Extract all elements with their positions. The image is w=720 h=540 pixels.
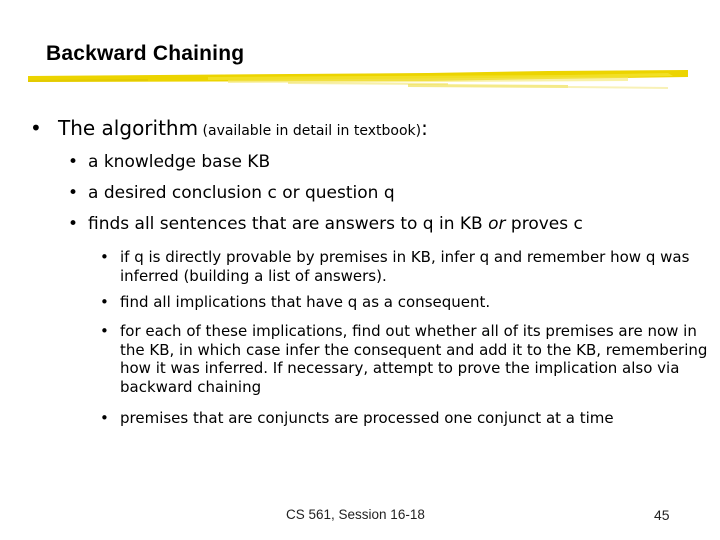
bullet: • [100,322,109,340]
sub-list-item-text: find all implications that have q as a consequent. [120,293,491,311]
sub-list-item-text: premises that are conjuncts are processed one conjunct at a time [120,409,614,427]
slide-title: Backward Chaining [46,42,245,65]
footer-course: CS 561, Session 16-18 [286,507,425,522]
page-number: 45 [654,507,670,523]
heading-main: The algorithm [58,116,199,140]
heading-colon: : [421,116,428,140]
list-item [68,183,395,203]
list-item [68,152,270,172]
list-item-text: finds all sentences that are answers to q in KB [88,214,489,234]
bullet: • [30,116,42,140]
bullet: • [100,248,109,266]
bullet: • [68,214,79,234]
list-item-italic: or [488,214,506,234]
sub-list-item [100,409,720,428]
list-item [68,214,583,234]
title-underline-brush [28,64,688,104]
sub-list-item-text: if q is directly provable by premises in KB, infer q and remember how q was inferred (building a list of answers). [120,248,690,285]
heading-bullet [30,116,428,140]
sub-list-item [100,293,720,312]
sub-list-item [100,322,720,396]
heading-note: (available in detail in textbook) [198,123,422,139]
bullet: • [100,409,109,427]
sub-list-item-text: for each of these implications, find out whether all of its premises are now in the KB, in which case infer the consequent and add it to the KB, remembering how it was inferred. If necessary, attempt to prove the implication also via backward chaining [120,322,708,396]
bullet: • [100,293,109,311]
list-item-text: a knowledge base KB [88,152,271,172]
bullet: • [68,183,79,203]
list-item-text: proves c [505,214,583,234]
bullet: • [68,152,79,172]
list-item-text: a desired conclusion c or question q [88,183,395,203]
sub-list-item [100,248,720,285]
